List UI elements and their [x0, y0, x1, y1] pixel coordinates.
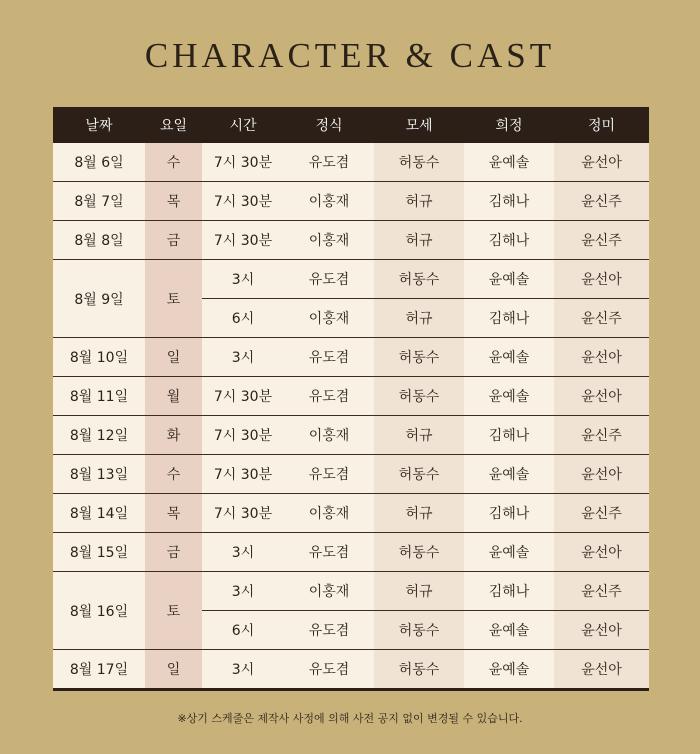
cast-cell-jeongmi: 윤신주 — [554, 572, 649, 611]
day-cell: 금 — [145, 221, 202, 260]
cast-cell-mose: 허동수 — [374, 143, 464, 182]
cast-cell-jeongsik: 유도겸 — [284, 377, 374, 416]
table-row — [53, 572, 649, 611]
header-day: 요일 — [145, 107, 202, 143]
schedule-note: ※상기 스케줄은 제작사 사정에 의해 사전 공지 없이 변경될 수 있습니다. — [177, 712, 523, 725]
time-cell: 3시 — [202, 650, 284, 690]
day-cell: 화 — [145, 416, 202, 455]
cast-cell-mose: 허규 — [374, 182, 464, 221]
cast-cell-heejung: 윤예솔 — [464, 533, 554, 572]
date-cell: 8월 6일 — [53, 143, 145, 182]
table-row — [53, 338, 649, 377]
table-row — [53, 533, 649, 572]
table-row — [53, 455, 649, 494]
day-cell: 금 — [145, 533, 202, 572]
time-cell: 3시 — [202, 572, 284, 611]
cast-cell-jeongsik: 이홍재 — [284, 416, 374, 455]
cast-cell-jeongmi: 윤선아 — [554, 260, 649, 299]
date-cell: 8월 14일 — [53, 494, 145, 533]
table-row — [53, 260, 649, 299]
cast-cell-jeongsik: 이홍재 — [284, 572, 374, 611]
cast-cell-jeongsik: 유도겸 — [284, 143, 374, 182]
cast-cell-jeongmi: 윤선아 — [554, 650, 649, 690]
cast-cell-jeongmi: 윤신주 — [554, 182, 649, 221]
time-cell: 3시 — [202, 260, 284, 299]
cast-cell-heejung: 김해나 — [464, 416, 554, 455]
time-cell: 7시 30분 — [202, 221, 284, 260]
cast-cell-jeongsik: 유도겸 — [284, 611, 374, 650]
cast-cell-heejung: 김해나 — [464, 182, 554, 221]
table-row — [53, 377, 649, 416]
cast-cell-mose: 허동수 — [374, 533, 464, 572]
header-jeongmi: 정미 — [554, 107, 649, 143]
cast-cell-jeongmi: 윤선아 — [554, 377, 649, 416]
cast-cell-jeongsik: 유도겸 — [284, 533, 374, 572]
time-cell: 3시 — [202, 338, 284, 377]
cast-cell-jeongmi: 윤신주 — [554, 494, 649, 533]
cast-cell-mose: 허규 — [374, 494, 464, 533]
cast-cell-mose: 허동수 — [374, 455, 464, 494]
cast-cell-jeongmi: 윤선아 — [554, 611, 649, 650]
cast-cell-heejung: 윤예솔 — [464, 650, 554, 690]
header-time: 시간 — [202, 107, 284, 143]
time-cell: 7시 30분 — [202, 377, 284, 416]
cast-cell-jeongsik: 유도겸 — [284, 260, 374, 299]
header-jeongsik: 정식 — [284, 107, 374, 143]
header-heejung: 희정 — [464, 107, 554, 143]
cast-cell-heejung: 김해나 — [464, 221, 554, 260]
date-cell: 8월 17일 — [53, 650, 145, 690]
date-cell: 8월 16일 — [53, 572, 145, 650]
time-cell: 6시 — [202, 299, 284, 338]
cast-cell-mose: 허규 — [374, 221, 464, 260]
date-cell: 8월 11일 — [53, 377, 145, 416]
cast-cell-heejung: 윤예솔 — [464, 260, 554, 299]
date-cell: 8월 15일 — [53, 533, 145, 572]
cast-cell-heejung: 윤예솔 — [464, 455, 554, 494]
table-row — [53, 182, 649, 221]
date-cell: 8월 9일 — [53, 260, 145, 338]
cast-cell-mose: 허규 — [374, 299, 464, 338]
time-cell: 7시 30분 — [202, 143, 284, 182]
time-cell: 7시 30분 — [202, 494, 284, 533]
cast-cell-jeongmi: 윤신주 — [554, 299, 649, 338]
day-cell: 수 — [145, 455, 202, 494]
cast-cell-heejung: 김해나 — [464, 494, 554, 533]
date-cell: 8월 7일 — [53, 182, 145, 221]
time-cell: 7시 30분 — [202, 182, 284, 221]
cast-cell-jeongmi: 윤신주 — [554, 221, 649, 260]
cast-cell-mose: 허동수 — [374, 260, 464, 299]
cast-cell-jeongsik: 이홍재 — [284, 494, 374, 533]
cast-cell-heejung: 윤예솔 — [464, 143, 554, 182]
cast-cell-mose: 허동수 — [374, 611, 464, 650]
cast-cell-jeongmi: 윤선아 — [554, 338, 649, 377]
time-cell: 3시 — [202, 533, 284, 572]
day-cell: 월 — [145, 377, 202, 416]
page-title: CHARACTER & CAST — [144, 36, 556, 75]
cast-cell-heejung: 윤예솔 — [464, 338, 554, 377]
cast-cell-mose: 허동수 — [374, 338, 464, 377]
date-cell: 8월 8일 — [53, 221, 145, 260]
cast-cell-mose: 허동수 — [374, 377, 464, 416]
cast-cell-mose: 허동수 — [374, 650, 464, 690]
cast-cell-jeongmi: 윤선아 — [554, 533, 649, 572]
cast-cell-jeongsik: 이홍재 — [284, 182, 374, 221]
table-header-row — [53, 107, 649, 143]
table-row — [53, 143, 649, 182]
cast-cell-jeongsik: 이홍재 — [284, 299, 374, 338]
day-cell: 일 — [145, 338, 202, 377]
header-mose: 모세 — [374, 107, 464, 143]
date-cell: 8월 13일 — [53, 455, 145, 494]
table-row — [53, 650, 649, 690]
cast-cell-jeongsik: 유도겸 — [284, 650, 374, 690]
header-date: 날짜 — [53, 107, 145, 143]
cast-cell-jeongmi: 윤선아 — [554, 143, 649, 182]
cast-cell-jeongmi: 윤신주 — [554, 416, 649, 455]
schedule-body — [53, 143, 649, 690]
day-cell: 토 — [145, 572, 202, 650]
cast-cell-heejung: 김해나 — [464, 299, 554, 338]
time-cell: 6시 — [202, 611, 284, 650]
date-cell: 8월 10일 — [53, 338, 145, 377]
day-cell: 목 — [145, 494, 202, 533]
cast-cell-mose: 허규 — [374, 416, 464, 455]
cast-cell-jeongsik: 유도겸 — [284, 455, 374, 494]
cast-cell-jeongmi: 윤선아 — [554, 455, 649, 494]
table-row — [53, 494, 649, 533]
cast-cell-jeongsik: 유도겸 — [284, 338, 374, 377]
cast-cell-heejung: 김해나 — [464, 572, 554, 611]
time-cell: 7시 30분 — [202, 455, 284, 494]
table-row — [53, 416, 649, 455]
day-cell: 토 — [145, 260, 202, 338]
day-cell: 목 — [145, 182, 202, 221]
date-cell: 8월 12일 — [53, 416, 145, 455]
cast-cell-mose: 허규 — [374, 572, 464, 611]
table-row — [53, 221, 649, 260]
cast-schedule-table — [53, 107, 649, 691]
time-cell: 7시 30분 — [202, 416, 284, 455]
day-cell: 수 — [145, 143, 202, 182]
cast-cell-heejung: 윤예솔 — [464, 377, 554, 416]
day-cell: 일 — [145, 650, 202, 690]
cast-cell-jeongsik: 이홍재 — [284, 221, 374, 260]
cast-cell-heejung: 윤예솔 — [464, 611, 554, 650]
